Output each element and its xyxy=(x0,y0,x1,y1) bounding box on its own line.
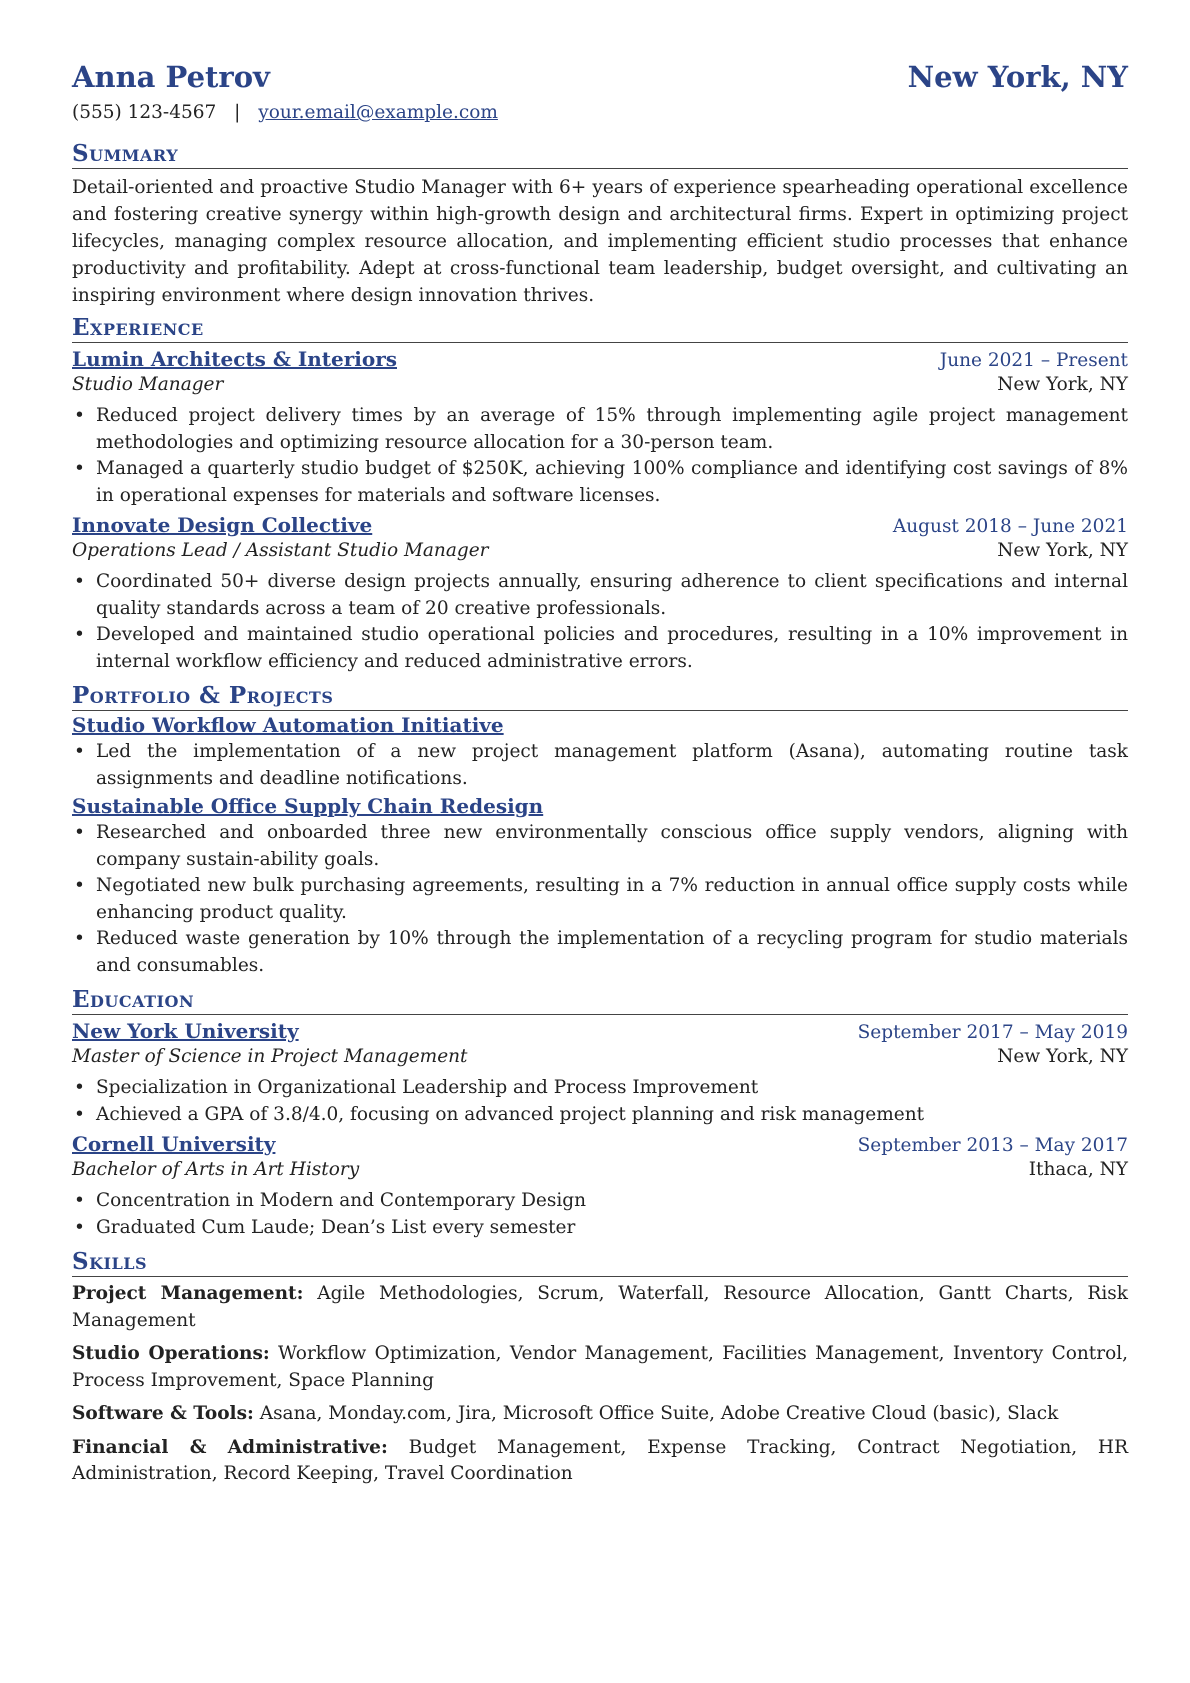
degree: Master of Science in Project Management xyxy=(72,1046,468,1067)
school-name-link[interactable]: Cornell University xyxy=(72,1132,276,1156)
bullet-list xyxy=(72,820,1128,979)
entry-dates: September 2017 – May 2019 xyxy=(857,1022,1128,1043)
bullet-item: • Led the implementation of a new project management platform (Asana), automating routine task assignments and deadline notifications. xyxy=(96,739,1128,792)
job-role: Studio Manager xyxy=(72,374,224,395)
skill-category-label: Software & Tools: xyxy=(72,1403,254,1424)
bullet-item: • Negotiated new bulk purchasing agreements, resulting in a 7% reduction in annual office supply costs while enhancing product quality. xyxy=(96,873,1128,926)
skill-category-label: Studio Operations: xyxy=(72,1343,270,1364)
resume-page xyxy=(72,60,1128,1488)
skill-line xyxy=(72,1281,1128,1334)
section-title-experience: Experience xyxy=(72,315,1128,343)
skill-list: Agile Methodologies, Scrum, Waterfall, Resource Allocation, Gantt Charts, Risk Management xyxy=(72,1283,1128,1331)
section-title-projects: Portfolio & Projects xyxy=(72,683,1128,711)
entry-location: New York, NY xyxy=(997,540,1128,561)
degree: Bachelor of Arts in Art History xyxy=(72,1159,360,1180)
section-title-summary: Summary xyxy=(72,141,1128,169)
skill-list: Asana, Monday.com, Jira, Microsoft Office Suite, Adobe Creative Cloud (basic), Slack xyxy=(259,1403,1059,1424)
entry-dates: June 2021 – Present xyxy=(939,350,1128,371)
bullet-item: • Reduced waste generation by 10% through the implementation of a recycling program for studio materials and consumables. xyxy=(96,926,1128,979)
section-title-skills: Skills xyxy=(72,1249,1128,1277)
school-name-link[interactable]: New York University xyxy=(72,1019,299,1043)
project-entry xyxy=(72,792,1128,979)
skill-category-label: Project Management: xyxy=(72,1283,304,1304)
skill-list: Budget Management, Expense Tracking, Contract Negotiation, HR Administration, Record Keeping, Travel Coordination xyxy=(72,1436,1128,1484)
skill-line xyxy=(72,1341,1128,1394)
bullet-list xyxy=(72,569,1128,675)
project-name-link[interactable]: Studio Workflow Automation Initiative xyxy=(72,713,504,737)
skill-line xyxy=(72,1401,1128,1428)
skill-category-label: Financial & Administrative: xyxy=(72,1436,388,1458)
entry-dates: September 2013 – May 2017 xyxy=(857,1135,1128,1156)
education-entry xyxy=(72,1019,1128,1128)
section-title-education: Education xyxy=(72,987,1128,1015)
resume-header xyxy=(72,60,1128,94)
job-role: Operations Lead / Assistant Studio Manager xyxy=(72,540,489,561)
experience-entry xyxy=(72,513,1128,675)
bullet-item: • Achieved a GPA of 3.8/4.0, focusing on advanced project planning and risk management xyxy=(96,1102,1128,1129)
education-entry xyxy=(72,1132,1128,1241)
candidate-name: Anna Petrov xyxy=(72,60,270,94)
phone-number: (555) 123-4567 xyxy=(72,102,217,123)
entry-dates: August 2018 – June 2021 xyxy=(892,516,1128,537)
bullet-list xyxy=(72,403,1128,509)
bullet-item: • Specialization in Organizational Leadership and Process Improvement xyxy=(96,1075,1128,1102)
company-name-link[interactable]: Lumin Architects & Interiors xyxy=(72,347,397,371)
bullet-list xyxy=(72,739,1128,792)
experience-entry xyxy=(72,347,1128,509)
project-entry xyxy=(72,711,1128,792)
bullet-item: • Coordinated 50+ diverse design projects annually, ensuring adherence to client specifications and internal quality standards across a team of 20 creative professionals. xyxy=(96,569,1128,622)
bullet-item: • Concentration in Modern and Contemporary Design xyxy=(96,1188,1128,1215)
bullet-item: • Managed a quarterly studio budget of $250K, achieving 100% compliance and identifying cost savings of 8% in operational expenses for materials and software licenses. xyxy=(96,456,1128,509)
email-link[interactable]: your.email@example.com xyxy=(258,102,498,123)
entry-location: Ithaca, NY xyxy=(1028,1159,1128,1180)
bullet-item: • Reduced project delivery times by an average of 15% through implementing agile project management methodologies and optimizing resource allocation for a 30-person team. xyxy=(96,403,1128,456)
entry-location: New York, NY xyxy=(997,374,1128,395)
entry-location: New York, NY xyxy=(997,1046,1128,1067)
skill-list: Workflow Optimization, Vendor Management, Facilities Management, Inventory Control, Process Improvement, Space Planning xyxy=(72,1343,1128,1391)
project-name-link[interactable]: Sustainable Office Supply Chain Redesign xyxy=(72,794,544,818)
contact-separator: | xyxy=(234,102,241,123)
bullet-item: • Researched and onboarded three new environmentally conscious office supply vendors, aligning with company sustain-ability goals. xyxy=(96,820,1128,873)
candidate-location: New York, NY xyxy=(907,60,1128,94)
bullet-list xyxy=(72,1188,1128,1241)
contact-line xyxy=(72,102,1128,123)
bullet-list xyxy=(72,1075,1128,1128)
skill-line xyxy=(72,1435,1128,1488)
bullet-item: • Developed and maintained studio operational policies and procedures, resulting in a 10% improvement in internal workflow efficiency and reduced administrative errors. xyxy=(96,622,1128,675)
bullet-item: • Graduated Cum Laude; Dean’s List every semester xyxy=(96,1215,1128,1242)
company-name-link[interactable]: Innovate Design Collective xyxy=(72,513,373,537)
summary-paragraph: Detail-oriented and proactive Studio Manager with 6+ years of experience spearheading operational excellence and fostering creative synergy within high-growth design and architectural firms. Expert in optimizing project lifecycles, managing complex resource allocation, and implementing efficient studio processes that enhance productivity and profitability. Adept at cross-functional team leadership, budget oversight, and cultivating an inspiring environment where design innovation thrives. xyxy=(72,177,1128,306)
